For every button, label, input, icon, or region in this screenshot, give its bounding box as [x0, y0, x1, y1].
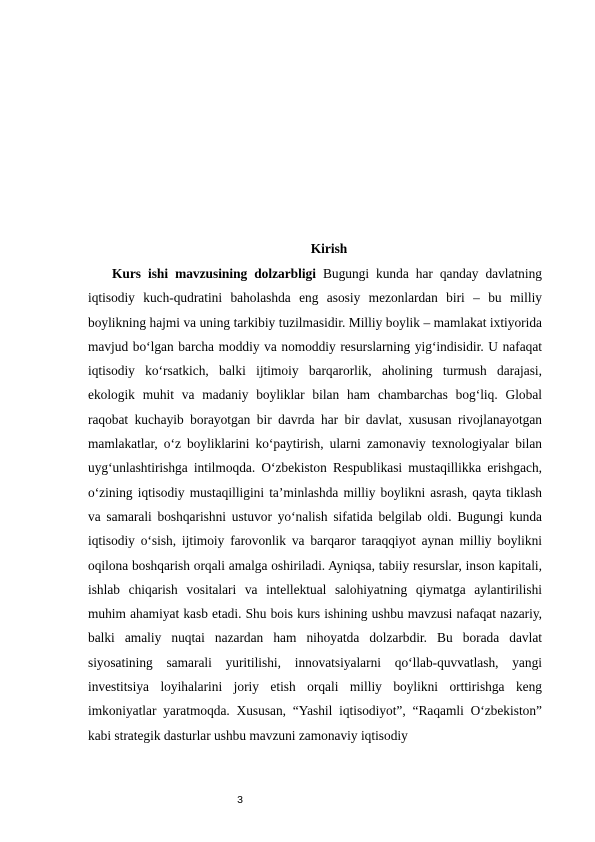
paragraph-text: Bugungi kunda har qanday davlatning iqtisodiy kuch-qudratini baholashda eng asosiy mezonlardan biri – bu milliy boylikning hajmi va uning tarkibiy tuzilmasidir. Milliy boylik – mamlakat ixtiyorida mavjud bo‘lgan barcha moddiy va nomoddiy resurslarning yig‘indisidir. U nafaqat iqtisodiy ko‘rsatkich, balki ijtimoiy barqarorlik, aholining turmush darajasi, ekologik muhit va madaniy boyliklar bilan ham chambarchas bog‘liq. Global raqobat kuchayib borayotgan bir davrda har bir davlat, xususan rivojlanayotgan mamlakatlar, o‘z boyliklarini ko‘paytirish, ularni zamonaviy texnologiyalar bilan uyg‘unlashtirishga intilmoqda. O‘zbekiston Respublikasi mustaqillikka erishgach, o‘zining iqtisodiy mustaqilligini ta’minlashda milliy boylikni asrash, qayta tiklash va samarali boshqarishni ustuvor yo‘nalish sifatida belgilab oldi. Bugungi kunda iqtisodiy o‘sish, ijtimoiy farovonlik va barqaror taraqqiyot aynan milliy boylikni oqilona boshqarish orqali amalga oshiriladi. Ayniqsa, tabiiy resurslar, inson kapitali, ishlab chiqarish vositalari va intellektual salohiyatning qiymatga aylantirilishi muhim ahamiyat kasb etadi. Shu bois kurs ishining ushbu mavzusi nafaqat nazariy, balki amaliy nuqtai nazardan ham nihoyatda dolzarbdir. Bu borada davlat siyosatining samarali yuritilishi, innovatsiyalarni qo‘llab-quvvatlash, yangi investitsiya loyihalarini joriy etish orqali milliy boylikni orttirishga keng imkoniyatlar yaratmoqda. Xususan, “Yashil iqtisodiyot”, “Raqamli O‘zbekiston” kabi strategik dasturlar ushbu mavzuni zamonaviy iqtisodiy: [88, 266, 542, 743]
lead-phrase: Kurs ishi mavzusining dolzarbligi: [112, 266, 316, 281]
section-heading: Kirish: [310, 241, 348, 256]
body-paragraph: [88, 262, 542, 748]
page-number: 3: [237, 794, 243, 806]
